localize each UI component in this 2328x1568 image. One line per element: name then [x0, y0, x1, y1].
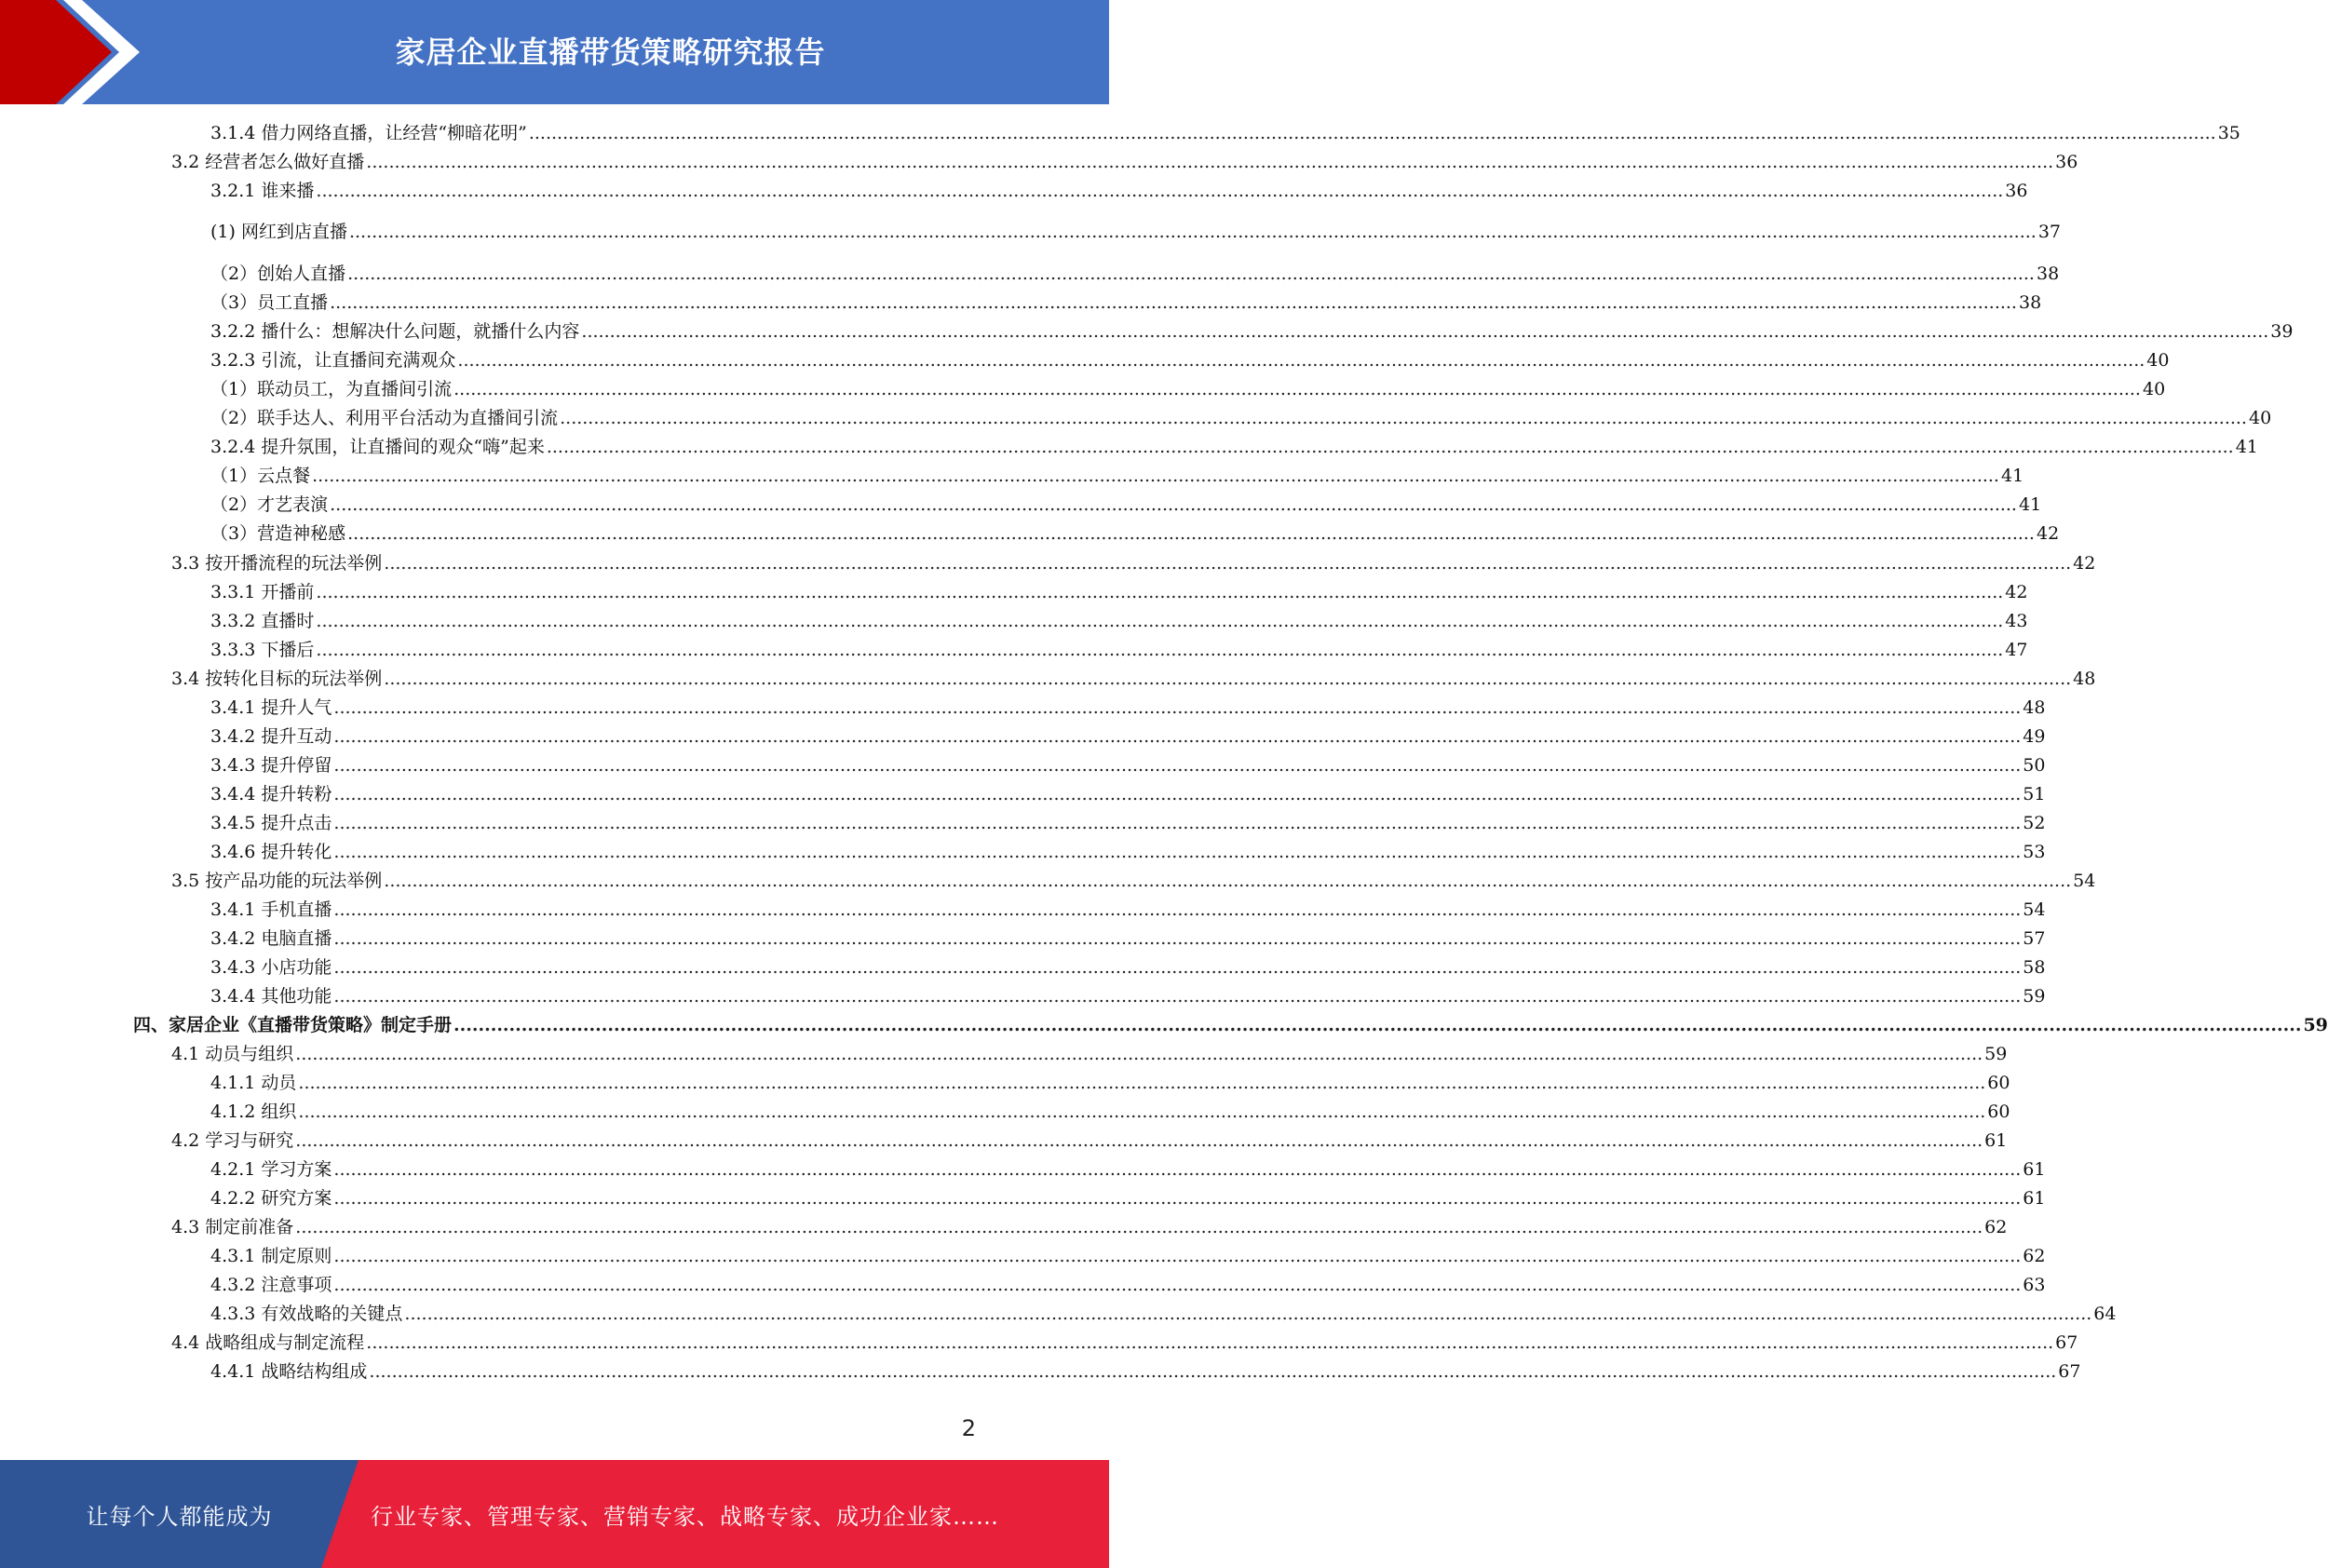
- toc-entry-page: 60: [1987, 1073, 2010, 1093]
- toc-entry-page: 40: [2248, 408, 2272, 428]
- toc-entry-number: 3.4: [171, 669, 206, 689]
- toc-entry-page: 62: [2023, 1246, 2046, 1266]
- toc-dot-leader: ............................................................................................................................................................................................................................................................................................................: [453, 379, 2141, 399]
- toc-entry-number: 4.3.3: [210, 1304, 262, 1324]
- toc-entry-title: 注意事项: [261, 1275, 332, 1295]
- toc-entry-page: 50: [2023, 755, 2046, 776]
- toc-entry-title: 学习与研究: [205, 1130, 294, 1151]
- toc-entry-page: 41: [2000, 466, 2024, 486]
- toc-entry-title: 提升点击: [261, 813, 332, 833]
- toc-dot-leader: ............................................................................................................................................................................................................................................................................................................: [330, 494, 2017, 515]
- toc-entry-title: 制定前准备: [205, 1217, 294, 1237]
- toc-entry-page: 59: [1984, 1044, 2008, 1064]
- toc-entry-title: 云点餐: [257, 466, 311, 486]
- toc-entry-page: 51: [2023, 784, 2046, 804]
- toc-entry[interactable]: [0, 491, 2042, 519]
- toc-dot-leader: ............................................................................................................................................................................................................................................................................................................: [298, 1073, 1986, 1093]
- toc-entry-number: 4.1: [171, 1044, 206, 1064]
- toc-entry-number: 4.1.2: [210, 1102, 262, 1122]
- toc-entry[interactable]: [0, 404, 2272, 432]
- toc-entry-page: 61: [2023, 1188, 2046, 1209]
- toc-entry-title: 借力网络直播，让经营“柳暗花明”: [261, 123, 527, 143]
- toc-entry[interactable]: [0, 433, 2258, 461]
- toc-dot-leader: ............................................................................................................................................................................................................................................................................................................: [333, 726, 2022, 747]
- toc-entry-title: 有效战略的关键点: [261, 1304, 403, 1324]
- toc-dot-leader: ............................................................................................................................................................................................................................................................................................................: [330, 292, 2017, 313]
- toc-entry-page: 37: [2037, 222, 2062, 242]
- toc-entry-title: 谁来播: [261, 181, 315, 201]
- toc-dot-leader: ............................................................................................................................................................................................................................................................................................................: [453, 1015, 2302, 1035]
- toc-dot-leader: ............................................................................................................................................................................................................................................................................................................: [369, 1361, 2057, 1382]
- toc-entry-title: 按开播流程的玩法举例: [205, 553, 383, 574]
- toc-entry[interactable]: [0, 925, 2046, 953]
- toc-entry-number: （3）: [210, 523, 258, 544]
- toc-dot-leader: ............................................................................................................................................................................................................................................................................................................: [333, 1275, 2022, 1295]
- toc-entry-title: 战略结构组成: [261, 1361, 368, 1382]
- toc-entry-number: 3.3: [171, 553, 206, 574]
- toc-entry[interactable]: [0, 1358, 2081, 1386]
- toc-dot-leader: ............................................................................................................................................................................................................................................................................................................: [333, 842, 2022, 862]
- toc-entry-number: （2）: [210, 494, 258, 515]
- toc-entry-title: 经营者怎么做好直播: [205, 152, 365, 172]
- toc-entry[interactable]: [0, 318, 2294, 345]
- page-number: 2: [961, 1415, 976, 1441]
- toc-entry-page: 54: [2023, 899, 2046, 920]
- toc-entry-title: 制定原则: [261, 1246, 332, 1266]
- toc-entry-title: 战略组成与制定流程: [205, 1332, 365, 1353]
- toc-entry-page: 38: [2018, 292, 2042, 313]
- page-footer: [0, 1460, 1109, 1568]
- toc-entry[interactable]: [0, 665, 2096, 693]
- toc-entry-page: 59: [2303, 1015, 2328, 1035]
- toc-entry-number: 4.2: [171, 1130, 206, 1151]
- toc-entry-title: 联手达人、利用平台活动为直播间引流: [257, 408, 559, 428]
- toc-entry-page: 48: [2023, 697, 2046, 718]
- toc-entry[interactable]: [0, 375, 2166, 403]
- toc-entry-number: 3.3.1: [210, 582, 262, 602]
- toc-entry[interactable]: [0, 953, 2046, 981]
- toc-entry-page: 54: [2073, 871, 2096, 891]
- toc-entry[interactable]: [0, 1213, 2008, 1241]
- toc-entry-title: 才艺表演: [257, 494, 329, 515]
- toc-entry-number: 4.1.1: [210, 1073, 262, 1093]
- toc-entry-title: 播什么：想解决什么问题，就播什么内容: [261, 321, 580, 342]
- toc-entry-page: 47: [2005, 640, 2028, 660]
- toc-entry-title: 员工直播: [257, 292, 329, 313]
- toc-entry-page: 40: [2142, 379, 2166, 399]
- toc-dot-leader: ............................................................................................................................................................................................................................................................................................................: [581, 321, 2269, 342]
- toc-entry-page: 42: [2005, 582, 2028, 602]
- toc-dot-leader: ............................................................................................................................................................................................................................................................................................................: [528, 123, 2216, 143]
- toc-entry[interactable]: [0, 607, 2028, 635]
- toc-entry-page: 62: [1984, 1217, 2008, 1237]
- toc-entry-number: 3.4.6: [210, 842, 262, 862]
- toc-dot-leader: ............................................................................................................................................................................................................................................................................................................: [384, 871, 2072, 891]
- toc-entry-title: 手机直播: [261, 899, 332, 920]
- toc-entry-title: 四、家居企业《直播带货策略》制定手册: [133, 1015, 453, 1035]
- footer-slogan-right: 行业专家、管理专家、营销专家、战略专家、成功企业家……: [371, 1503, 999, 1530]
- toc-dot-leader: ............................................................................................................................................................................................................................................................................................................: [333, 784, 2022, 804]
- toc-dot-leader: ............................................................................................................................................................................................................................................................................................................: [316, 181, 2004, 201]
- toc-entry[interactable]: [0, 1329, 2078, 1357]
- toc-dot-leader: ............................................................................................................................................................................................................................................................................................................: [347, 264, 2035, 284]
- toc-entry-title: 动员与组织: [205, 1044, 294, 1064]
- footer-slogan-left: 让每个人都能成为: [86, 1503, 273, 1530]
- toc-entry-page: 61: [2023, 1159, 2046, 1180]
- toc-entry-title: 动员: [261, 1073, 297, 1093]
- toc-entry[interactable]: [0, 578, 2028, 606]
- toc-entry[interactable]: [0, 1127, 2008, 1155]
- toc-entry[interactable]: [0, 694, 2046, 722]
- toc-entry-page: 64: [2093, 1304, 2117, 1324]
- toc-dot-leader: ............................................................................................................................................................................................................................................................................................................: [316, 582, 2004, 602]
- toc-entry-page: 67: [2058, 1361, 2081, 1382]
- toc-entry-title: 开播前: [261, 582, 315, 602]
- toc-dot-leader: ............................................................................................................................................................................................................................................................................................................: [347, 523, 2035, 544]
- toc-dot-leader: ............................................................................................................................................................................................................................................................................................................: [333, 1159, 2022, 1180]
- toc-dot-leader: ............................................................................................................................................................................................................................................................................................................: [384, 669, 2072, 689]
- toc-entry-page: 48: [2073, 669, 2096, 689]
- toc-entry-page: 53: [2023, 842, 2046, 862]
- toc-entry[interactable]: [0, 867, 2096, 895]
- toc-entry-number: 3.2: [171, 152, 206, 172]
- toc-entry-page: 67: [2055, 1332, 2078, 1353]
- toc-dot-leader: ............................................................................................................................................................................................................................................................................................................: [348, 222, 2037, 242]
- toc-entry[interactable]: [0, 1040, 2008, 1068]
- toc-entry-number: 3.3.3: [210, 640, 262, 660]
- toc-entry-number: (1): [210, 222, 241, 242]
- toc-entry[interactable]: [0, 148, 2078, 176]
- toc-entry-page: 52: [2023, 813, 2046, 833]
- toc-dot-leader: ............................................................................................................................................................................................................................................................................................................: [333, 1188, 2022, 1209]
- toc-entry-page: 39: [2270, 321, 2294, 342]
- toc-entry-number: 3.4.5: [210, 813, 262, 833]
- toc-entry[interactable]: [0, 289, 2042, 317]
- toc-entry[interactable]: [0, 260, 2060, 288]
- toc-entry-title: 其他功能: [261, 986, 332, 1007]
- toc-entry[interactable]: [0, 838, 2046, 866]
- toc-entry-title: 联动员工，为直播间引流: [257, 379, 453, 399]
- toc-dot-leader: ............................................................................................................................................................................................................................................................................................................: [333, 1246, 2022, 1266]
- toc-entry-title: 电脑直播: [261, 928, 332, 949]
- toc-entry-number: 3.2.1: [210, 181, 262, 201]
- toc-entry-title: 直播时: [261, 611, 315, 631]
- toc-entry-page: 42: [2073, 553, 2096, 574]
- toc-entry[interactable]: [0, 1184, 2046, 1212]
- toc-dot-leader: ............................................................................................................................................................................................................................................................................................................: [312, 466, 1999, 486]
- toc-dot-leader: ............................................................................................................................................................................................................................................................................................................: [333, 957, 2022, 978]
- toc-entry-page: 35: [2217, 123, 2240, 143]
- toc-entry[interactable]: [0, 346, 2170, 374]
- toc-entry-number: 4.3.1: [210, 1246, 262, 1266]
- toc-entry-title: 网红到店直播: [240, 222, 347, 242]
- toc-entry-number: （2）: [210, 408, 258, 428]
- toc-entry-number: 3.4.1: [210, 899, 262, 920]
- toc-entry-number: 3.4.1: [210, 697, 262, 718]
- toc-dot-leader: ............................................................................................................................................................................................................................................................................................................: [333, 899, 2022, 920]
- toc-entry-number: 3.2.3: [210, 350, 262, 371]
- toc-entry-title: 提升氛围，让直播间的观众“嗨”起来: [261, 437, 545, 457]
- toc-dot-leader: ............................................................................................................................................................................................................................................................................................................: [298, 1102, 1986, 1122]
- toc-entry-number: 3.2.2: [210, 321, 262, 342]
- toc-entry[interactable]: [0, 177, 2028, 205]
- toc-dot-leader: ............................................................................................................................................................................................................................................................................................................: [366, 152, 2054, 172]
- toc-dot-leader: ............................................................................................................................................................................................................................................................................................................: [560, 408, 2247, 428]
- toc-entry-page: 38: [2036, 264, 2060, 284]
- toc-entry-number: 3.4.2: [210, 726, 262, 747]
- toc-dot-leader: ............................................................................................................................................................................................................................................................................................................: [404, 1304, 2092, 1324]
- toc-entry-number: 4.4: [171, 1332, 206, 1353]
- toc-entry-title: 提升转化: [261, 842, 332, 862]
- toc-entry-page: 58: [2023, 957, 2046, 978]
- toc-entry-page: 49: [2023, 726, 2046, 747]
- toc-entry-title: 提升转粉: [261, 784, 332, 804]
- toc-entry-title: 小店功能: [261, 957, 332, 978]
- toc-entry-number: 4.4.1: [210, 1361, 262, 1382]
- toc-dot-leader: ............................................................................................................................................................................................................................................................................................................: [316, 640, 2004, 660]
- toc-entry-page: 41: [2018, 494, 2042, 515]
- toc-entry[interactable]: [0, 1156, 2046, 1183]
- toc-entry[interactable]: [0, 1300, 2117, 1328]
- toc-entry-title: 下播后: [261, 640, 315, 660]
- toc-dot-leader: ............................................................................................................................................................................................................................................................................................................: [366, 1332, 2054, 1353]
- toc-dot-leader: ............................................................................................................................................................................................................................................................................................................: [295, 1130, 1983, 1151]
- toc-entry-number: 4.2.2: [210, 1188, 262, 1209]
- toc-entry-page: 63: [2023, 1275, 2046, 1295]
- toc-entry-title: 提升停留: [261, 755, 332, 776]
- toc-entry[interactable]: [0, 1242, 2046, 1270]
- toc-entry[interactable]: [0, 1271, 2046, 1299]
- toc-entry-title: 创始人直播: [257, 264, 346, 284]
- toc-entry-number: 3.4.2: [210, 928, 262, 949]
- toc-entry-page: 57: [2023, 928, 2046, 949]
- toc-entry[interactable]: [0, 1098, 2010, 1126]
- toc-entry-number: 3.5: [171, 871, 206, 891]
- toc-dot-leader: ............................................................................................................................................................................................................................................................................................................: [316, 611, 2004, 631]
- toc-entry-page: 61: [1984, 1130, 2008, 1151]
- toc-entry-page: 36: [2005, 181, 2028, 201]
- toc-entry-page: 43: [2005, 611, 2028, 631]
- toc-dot-leader: ............................................................................................................................................................................................................................................................................................................: [333, 755, 2022, 776]
- toc-entry-number: （1）: [210, 466, 258, 486]
- toc-entry-number: （2）: [210, 264, 258, 284]
- toc-entry[interactable]: [0, 982, 2046, 1010]
- toc-dot-leader: ............................................................................................................................................................................................................................................................................................................: [333, 697, 2022, 718]
- toc-entry-number: 3.2.4: [210, 437, 262, 457]
- toc-dot-leader: ............................................................................................................................................................................................................................................................................................................: [333, 986, 2022, 1007]
- toc-dot-leader: ............................................................................................................................................................................................................................................................................................................: [457, 350, 2145, 371]
- toc-entry-page: 41: [2235, 437, 2258, 457]
- toc-entry-title: 研究方案: [261, 1188, 332, 1209]
- toc-dot-leader: ............................................................................................................................................................................................................................................................................................................: [295, 1217, 1983, 1237]
- toc-entry[interactable]: [0, 119, 2240, 147]
- toc-entry-number: 4.3: [171, 1217, 206, 1237]
- toc-entry[interactable]: [0, 549, 2096, 577]
- toc-entry[interactable]: [0, 1011, 2328, 1039]
- toc-entry[interactable]: [0, 218, 2062, 246]
- toc-dot-leader: ............................................................................................................................................................................................................................................................................................................: [295, 1044, 1983, 1064]
- toc-entry-title: 引流，让直播间充满观众: [261, 350, 456, 371]
- toc-entry-number: 3.4.4: [210, 784, 262, 804]
- toc-entry[interactable]: [0, 723, 2046, 750]
- toc-entry[interactable]: [0, 520, 2060, 547]
- toc-entry-page: 40: [2146, 350, 2170, 371]
- toc-entry-number: 4.3.2: [210, 1275, 262, 1295]
- toc-dot-leader: ............................................................................................................................................................................................................................................................................................................: [546, 437, 2234, 457]
- toc-entry-number: （3）: [210, 292, 258, 313]
- toc-entry[interactable]: [0, 462, 2024, 490]
- toc-entry-page: 60: [1987, 1102, 2010, 1122]
- toc-entry-number: 4.2.1: [210, 1159, 262, 1180]
- toc-entry[interactable]: [0, 780, 2046, 808]
- toc-entry-number: 3.4.3: [210, 957, 262, 978]
- toc-entry-title: 组织: [261, 1102, 297, 1122]
- toc-entry[interactable]: [0, 636, 2028, 664]
- toc-entry-page: 36: [2055, 152, 2078, 172]
- page-header: [0, 0, 1109, 104]
- toc-entry-number: 3.4.3: [210, 755, 262, 776]
- toc-dot-leader: ............................................................................................................................................................................................................................................................................................................: [384, 553, 2072, 574]
- toc-entry-title: 提升互动: [261, 726, 332, 747]
- toc-entry-page: 59: [2023, 986, 2046, 1007]
- toc-dot-leader: ............................................................................................................................................................................................................................................................................................................: [333, 928, 2022, 949]
- toc-entry-number: 3.3.2: [210, 611, 262, 631]
- toc-entry-title: 学习方案: [261, 1159, 332, 1180]
- report-title: 家居企业直播带货策略研究报告: [395, 34, 826, 70]
- toc-entry[interactable]: [0, 1069, 2010, 1097]
- toc-entry-title: 按产品功能的玩法举例: [205, 871, 383, 891]
- toc-entry-number: 3.1.4: [210, 123, 262, 143]
- toc-entry-title: 提升人气: [261, 697, 332, 718]
- toc-dot-leader: ............................................................................................................................................................................................................................................................................................................: [333, 813, 2022, 833]
- toc-entry-number: 3.4.4: [210, 986, 262, 1007]
- toc-entry-title: 营造神秘感: [257, 523, 346, 544]
- toc-entry[interactable]: [0, 751, 2046, 779]
- toc-entry-page: 42: [2036, 523, 2060, 544]
- toc-entry-title: 按转化目标的玩法举例: [205, 669, 383, 689]
- toc-entry[interactable]: [0, 896, 2046, 924]
- toc-entry-number: （1）: [210, 379, 258, 399]
- toc-entry[interactable]: [0, 809, 2046, 837]
